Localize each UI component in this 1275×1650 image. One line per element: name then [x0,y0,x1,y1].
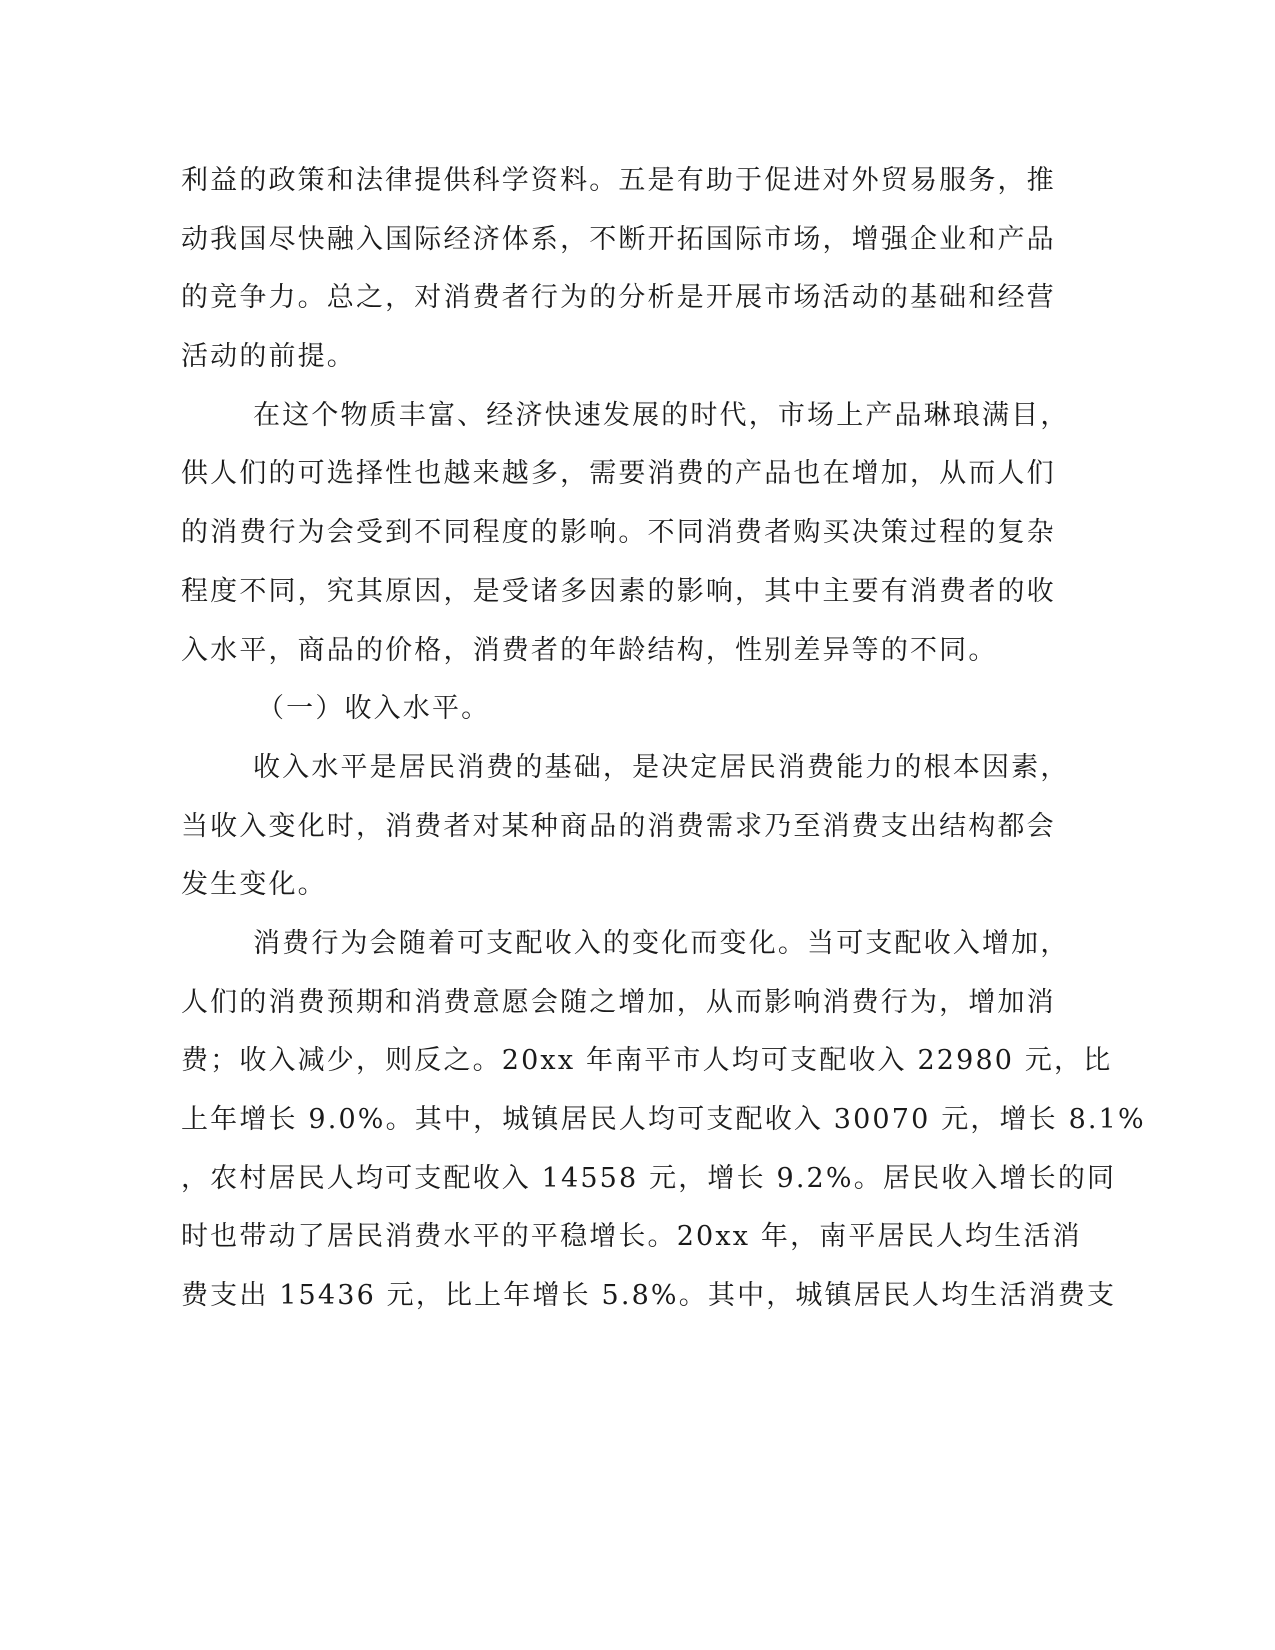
text-line: 活动的前提。 [181,341,356,373]
text-line: 的消费行为会受到不同程度的影响。不同消费者购买决策过程的复杂 [181,517,1056,549]
paragraph-first-line: 收入水平是居民消费的基础，是决定居民消费能力的根本因素， [253,751,1070,783]
text-line: 时也带动了居民消费水平的平稳增长。20xx 年，南平居民人均生活消 [181,1221,1082,1253]
text-line: 的竞争力。总之，对消费者行为的分析是开展市场活动的基础和经营 [181,282,1056,314]
section-heading: （一）收入水平。 [257,693,491,725]
paragraph-first-line: 消费行为会随着可支配收入的变化而变化。当可支配收入增加， [253,927,1070,959]
text-line: 发生变化。 [181,869,327,901]
text-line: 程度不同，究其原因，是受诸多因素的影响，其中主要有消费者的收 [181,575,1056,607]
text-line: 上年增长 9.0%。其中，城镇居民人均可支配收入 30070 元，增长 8.1% [181,1104,1146,1135]
paragraph-first-line: 在这个物质丰富、经济快速发展的时代，市场上产品琳琅满目， [253,399,1070,431]
text-line: 费支出 15436 元，比上年增长 5.8%。其中，城镇居民人均生活消费支 [181,1280,1117,1312]
text-line: ，农村居民人均可支配收入 14558 元，增长 9.2%。居民收入增长的同 [181,1162,1117,1194]
text-line: 费；收入减少，则反之。20xx 年南平市人均可支配收入 22980 元，比 [181,1045,1113,1077]
text-line: 入水平，商品的价格，消费者的年龄结构，性别差异等的不同。 [181,634,998,666]
body-text [181,158,1146,1332]
text-line: 利益的政策和法律提供科学资料。五是有助于促进对外贸易服务，推 [181,165,1056,196]
text-line: 动我国尽快融入国际经济体系，不断开拓国际市场，增强企业和产品 [181,223,1056,255]
text-line: 当收入变化时，消费者对某种商品的消费需求乃至消费支出结构都会 [181,810,1056,842]
text-line: 供人们的可选择性也越来越多，需要消费的产品也在增加，从而人们 [181,458,1056,490]
text-line: 人们的消费预期和消费意愿会随之增加，从而影响消费行为，增加消 [181,986,1056,1018]
